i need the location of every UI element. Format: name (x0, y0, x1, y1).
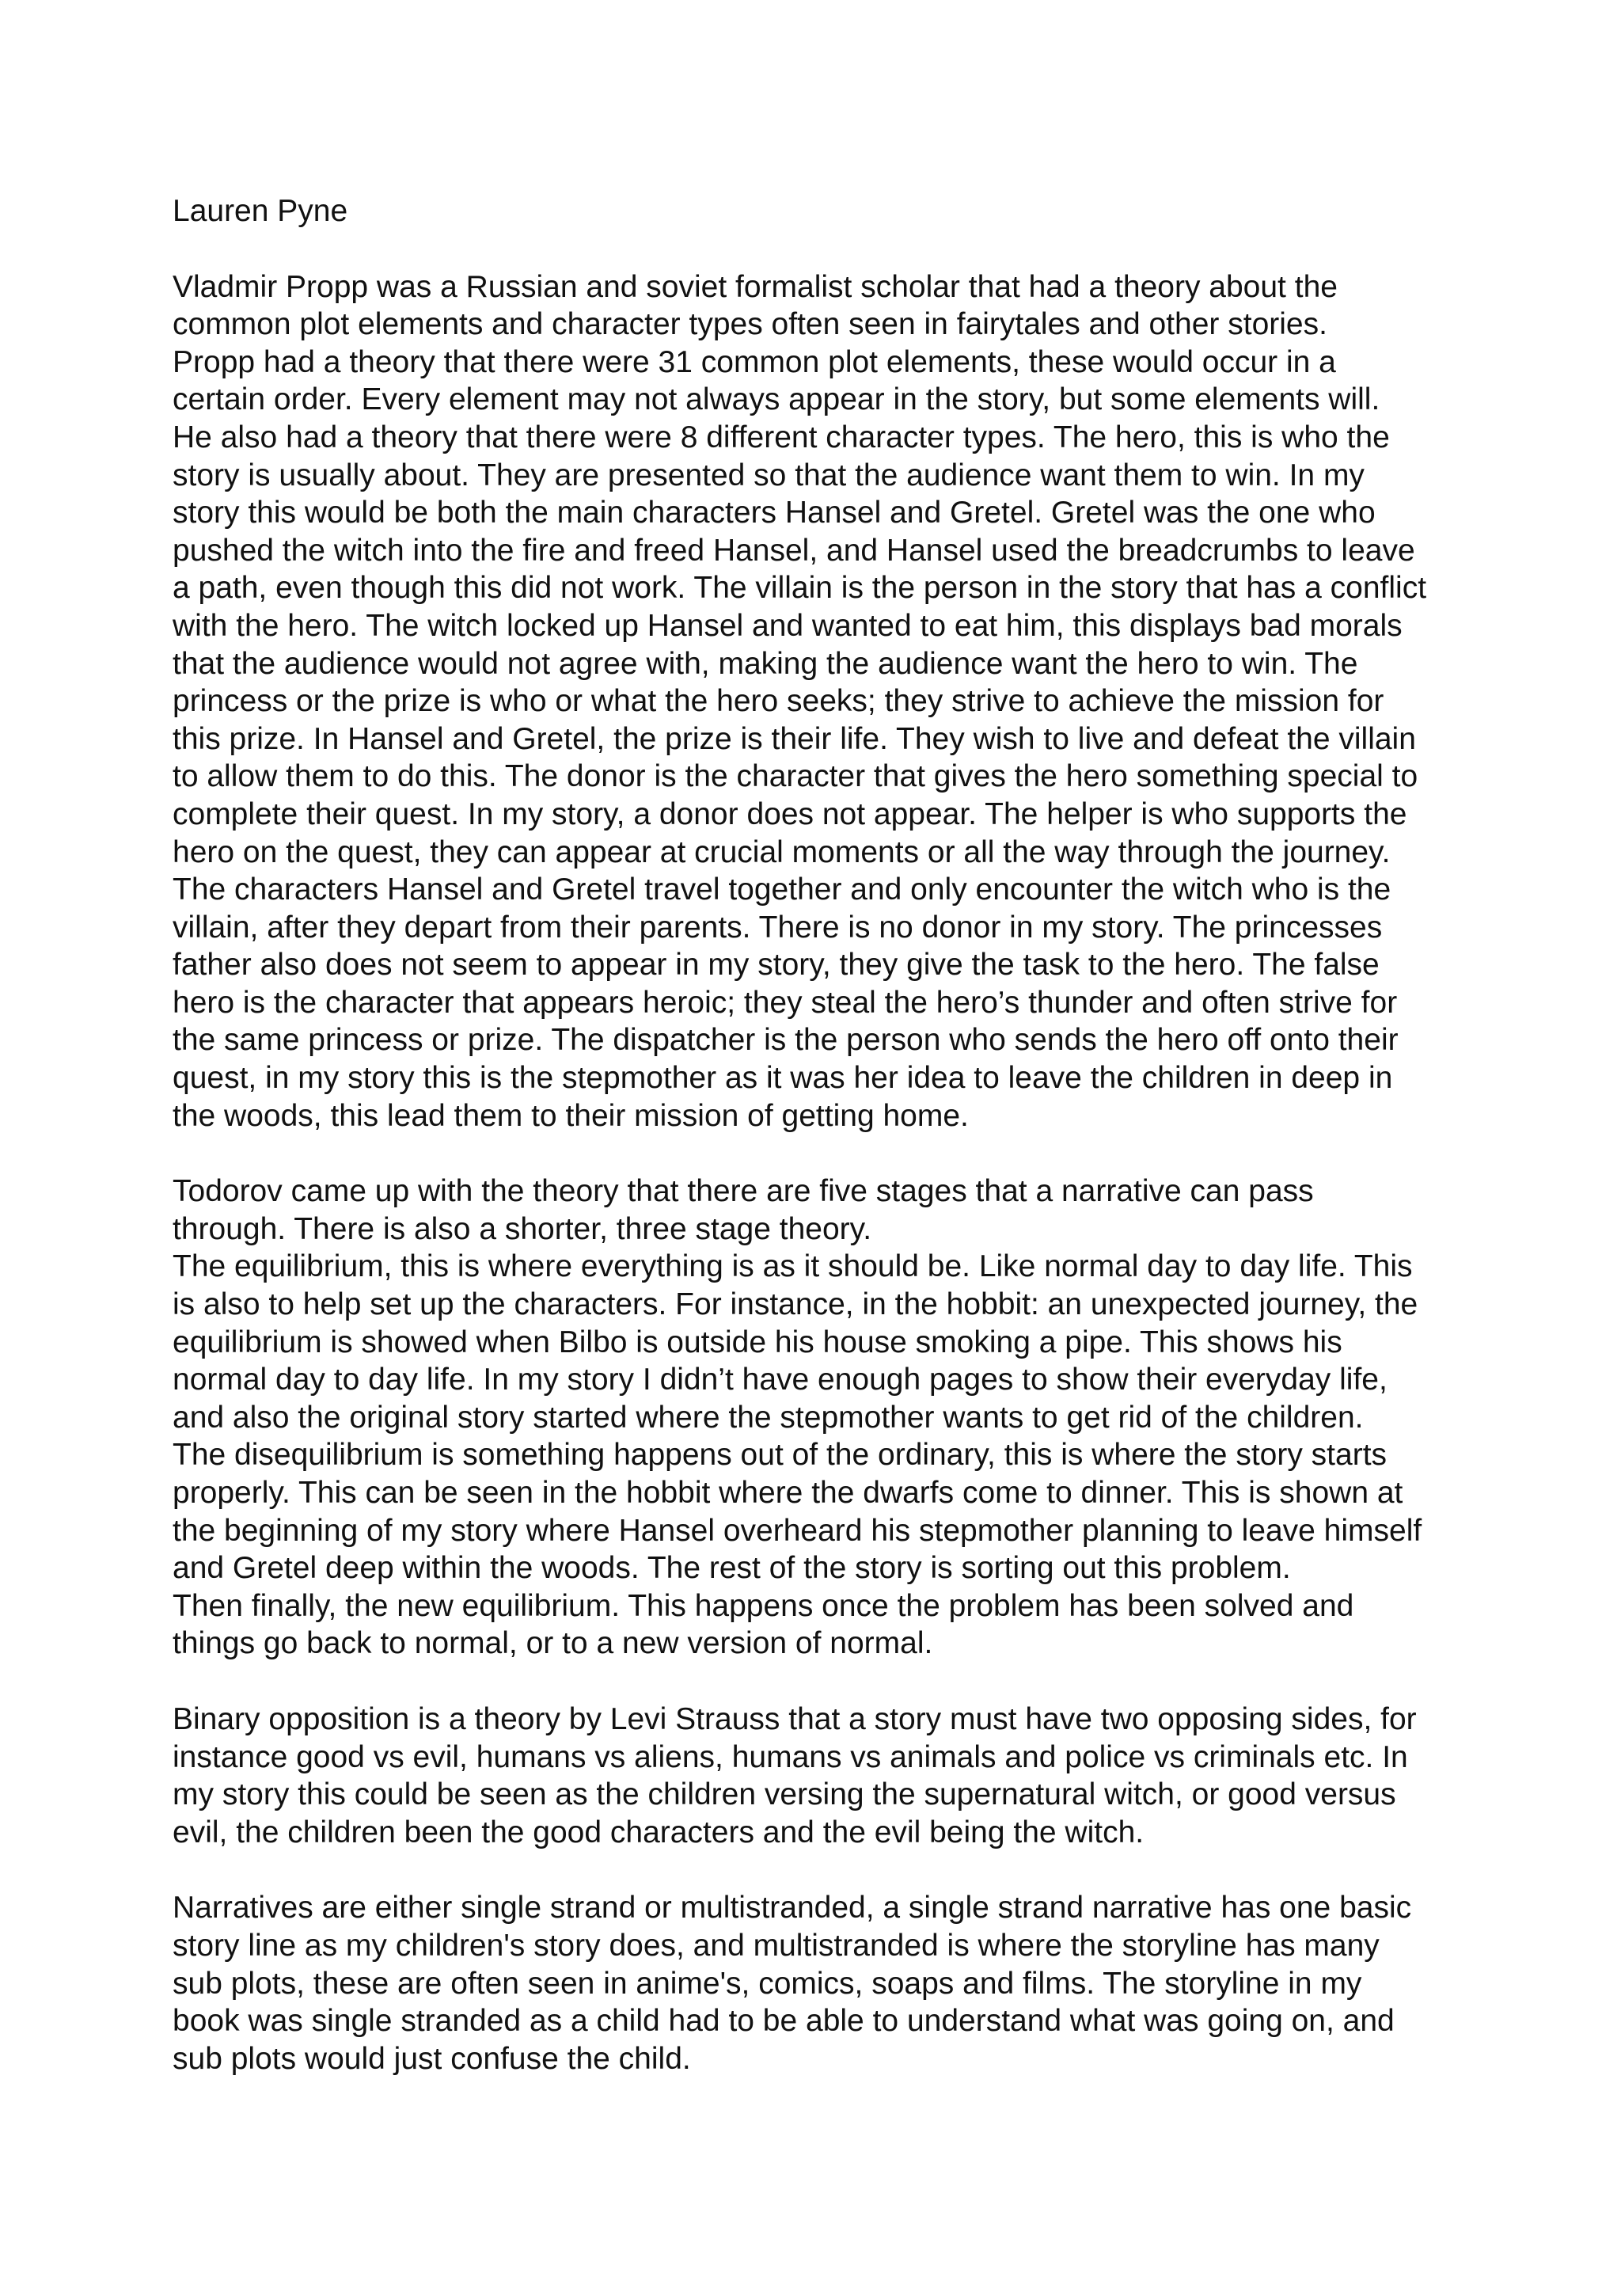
text-line: things go back to normal, or to a new version of normal. (173, 1626, 933, 1661)
text-line: story this would be both the main characters Hansel and Gretel. Gretel was the one who (173, 496, 1376, 530)
text-line: that the audience would not agree with, making the audience want the hero to win. The (173, 646, 1358, 681)
text-line: the woods, this lead them to their mission of getting home. (173, 1098, 969, 1133)
text-line: normal day to day life. In my story I didn’t have enough pages to show their everyday life, (173, 1363, 1388, 1397)
text-line: through. There is also a shorter, three stage theory. (173, 1211, 872, 1246)
text-line: and also the original story started where the stepmother wants to get rid of the children. (173, 1400, 1364, 1435)
text-line: The equilibrium, this is where everything is as it should be. Like normal day to day life. This (173, 1249, 1413, 1284)
text-line: He also had a theory that there were 8 different character types. The hero, this is who the (173, 420, 1390, 454)
text-line: book was single stranded as a child had to be able to understand what was going on, and (173, 2004, 1395, 2039)
text-line: complete their quest. In my story, a donor does not appear. The helper is who supports the (173, 796, 1407, 831)
text-line: instance good vs evil, humans vs aliens, humans vs animals and police vs criminals etc. In (173, 1739, 1408, 1774)
text-line: The disequilibrium is something happens out of the ordinary, this is where the story starts (173, 1438, 1388, 1473)
text-line: with the hero. The witch locked up Hansel and wanted to eat him, this displays bad morals (173, 608, 1403, 643)
text-line: evil, the children been the good characters and the evil being the witch. (173, 1815, 1145, 1849)
text-line: Vladmir Propp was a Russian and soviet formalist scholar that had a theory about the (173, 269, 1338, 304)
text-line: hero on the quest, they can appear at crucial moments or all the way through the journey. (173, 834, 1391, 869)
paragraph-list (173, 268, 1502, 2078)
text-line: The characters Hansel and Gretel travel together and only encounter the witch who is the (173, 872, 1391, 907)
paragraph-4 (173, 1889, 1502, 2077)
text-line: Then finally, the new equilibrium. This happens once the problem has been solved and (173, 1588, 1354, 1623)
document-body (173, 192, 1502, 2077)
text-line: princess or the prize is who or what the hero seeks; they strive to achieve the mission for (173, 684, 1384, 719)
text-line: villain, after they depart from their parents. There is no donor in my story. The princesses (173, 910, 1383, 945)
text-line: certain order. Every element may not always appear in the story, but some elements will. (173, 382, 1380, 417)
text-line: common plot elements and character types often seen in fairytales and other stories. (173, 307, 1327, 342)
text-line: quest, in my story this is the stepmother as it was her idea to leave the children in deep in (173, 1061, 1393, 1096)
text-line: story is usually about. They are presented so that the audience want them to win. In my (173, 458, 1365, 492)
text-line: a path, even though this did not work. The villain is the person in the story that has a conflict (173, 571, 1427, 606)
text-line: and Gretel deep within the woods. The rest of the story is sorting out this problem. (173, 1551, 1291, 1586)
text-line: my story this could be seen as the children versing the supernatural witch, or good versus (173, 1777, 1396, 1812)
text-line: Binary opposition is a theory by Levi Strauss that a story must have two opposing sides, for (173, 1701, 1417, 1736)
text-line: father also does not seem to appear in my story, they give the task to the hero. The false (173, 948, 1380, 983)
text-line: story line as my children's story does, and multistranded is where the storyline has many (173, 1928, 1380, 1963)
text-line: the beginning of my story where Hansel overheard his stepmother planning to leave himself (173, 1513, 1422, 1548)
text-line: properly. This can be seen in the hobbit where the dwarfs come to dinner. This is shown at (173, 1476, 1403, 1510)
text-line: hero is the character that appears heroic; they steal the hero’s thunder and often strive for (173, 985, 1398, 1020)
paragraph-1 (173, 268, 1502, 1135)
author-name: Lauren Pyne (173, 194, 348, 228)
text-line: Propp had a theory that there were 31 common plot elements, these would occur in a (173, 344, 1336, 379)
paragraph-2 (173, 1173, 1502, 1663)
text-line: Todorov came up with the theory that there are five stages that a narrative can pass (173, 1174, 1314, 1209)
text-line: equilibrium is showed when Bilbo is outside his house smoking a pipe. This shows his (173, 1325, 1342, 1359)
text-line: is also to help set up the characters. For instance, in the hobbit: an unexpected journey, the (173, 1287, 1418, 1322)
text-line: pushed the witch into the fire and freed Hansel, and Hansel used the breadcrumbs to leave (173, 533, 1415, 568)
paragraph-3 (173, 1701, 1502, 1851)
text-line: Narratives are either single strand or multistranded, a single strand narrative has one basic (173, 1891, 1412, 1925)
text-line: this prize. In Hansel and Gretel, the prize is their life. They wish to live and defeat the villain (173, 721, 1416, 756)
text-line: to allow them to do this. The donor is the character that gives the hero something special to (173, 759, 1418, 794)
text-line: the same princess or prize. The dispatcher is the person who sends the hero off onto their (173, 1023, 1399, 1058)
text-line: sub plots, these are often seen in anime's, comics, soaps and films. The storyline in my (173, 1966, 1362, 2001)
text-line: sub plots would just confuse the child. (173, 2041, 691, 2076)
